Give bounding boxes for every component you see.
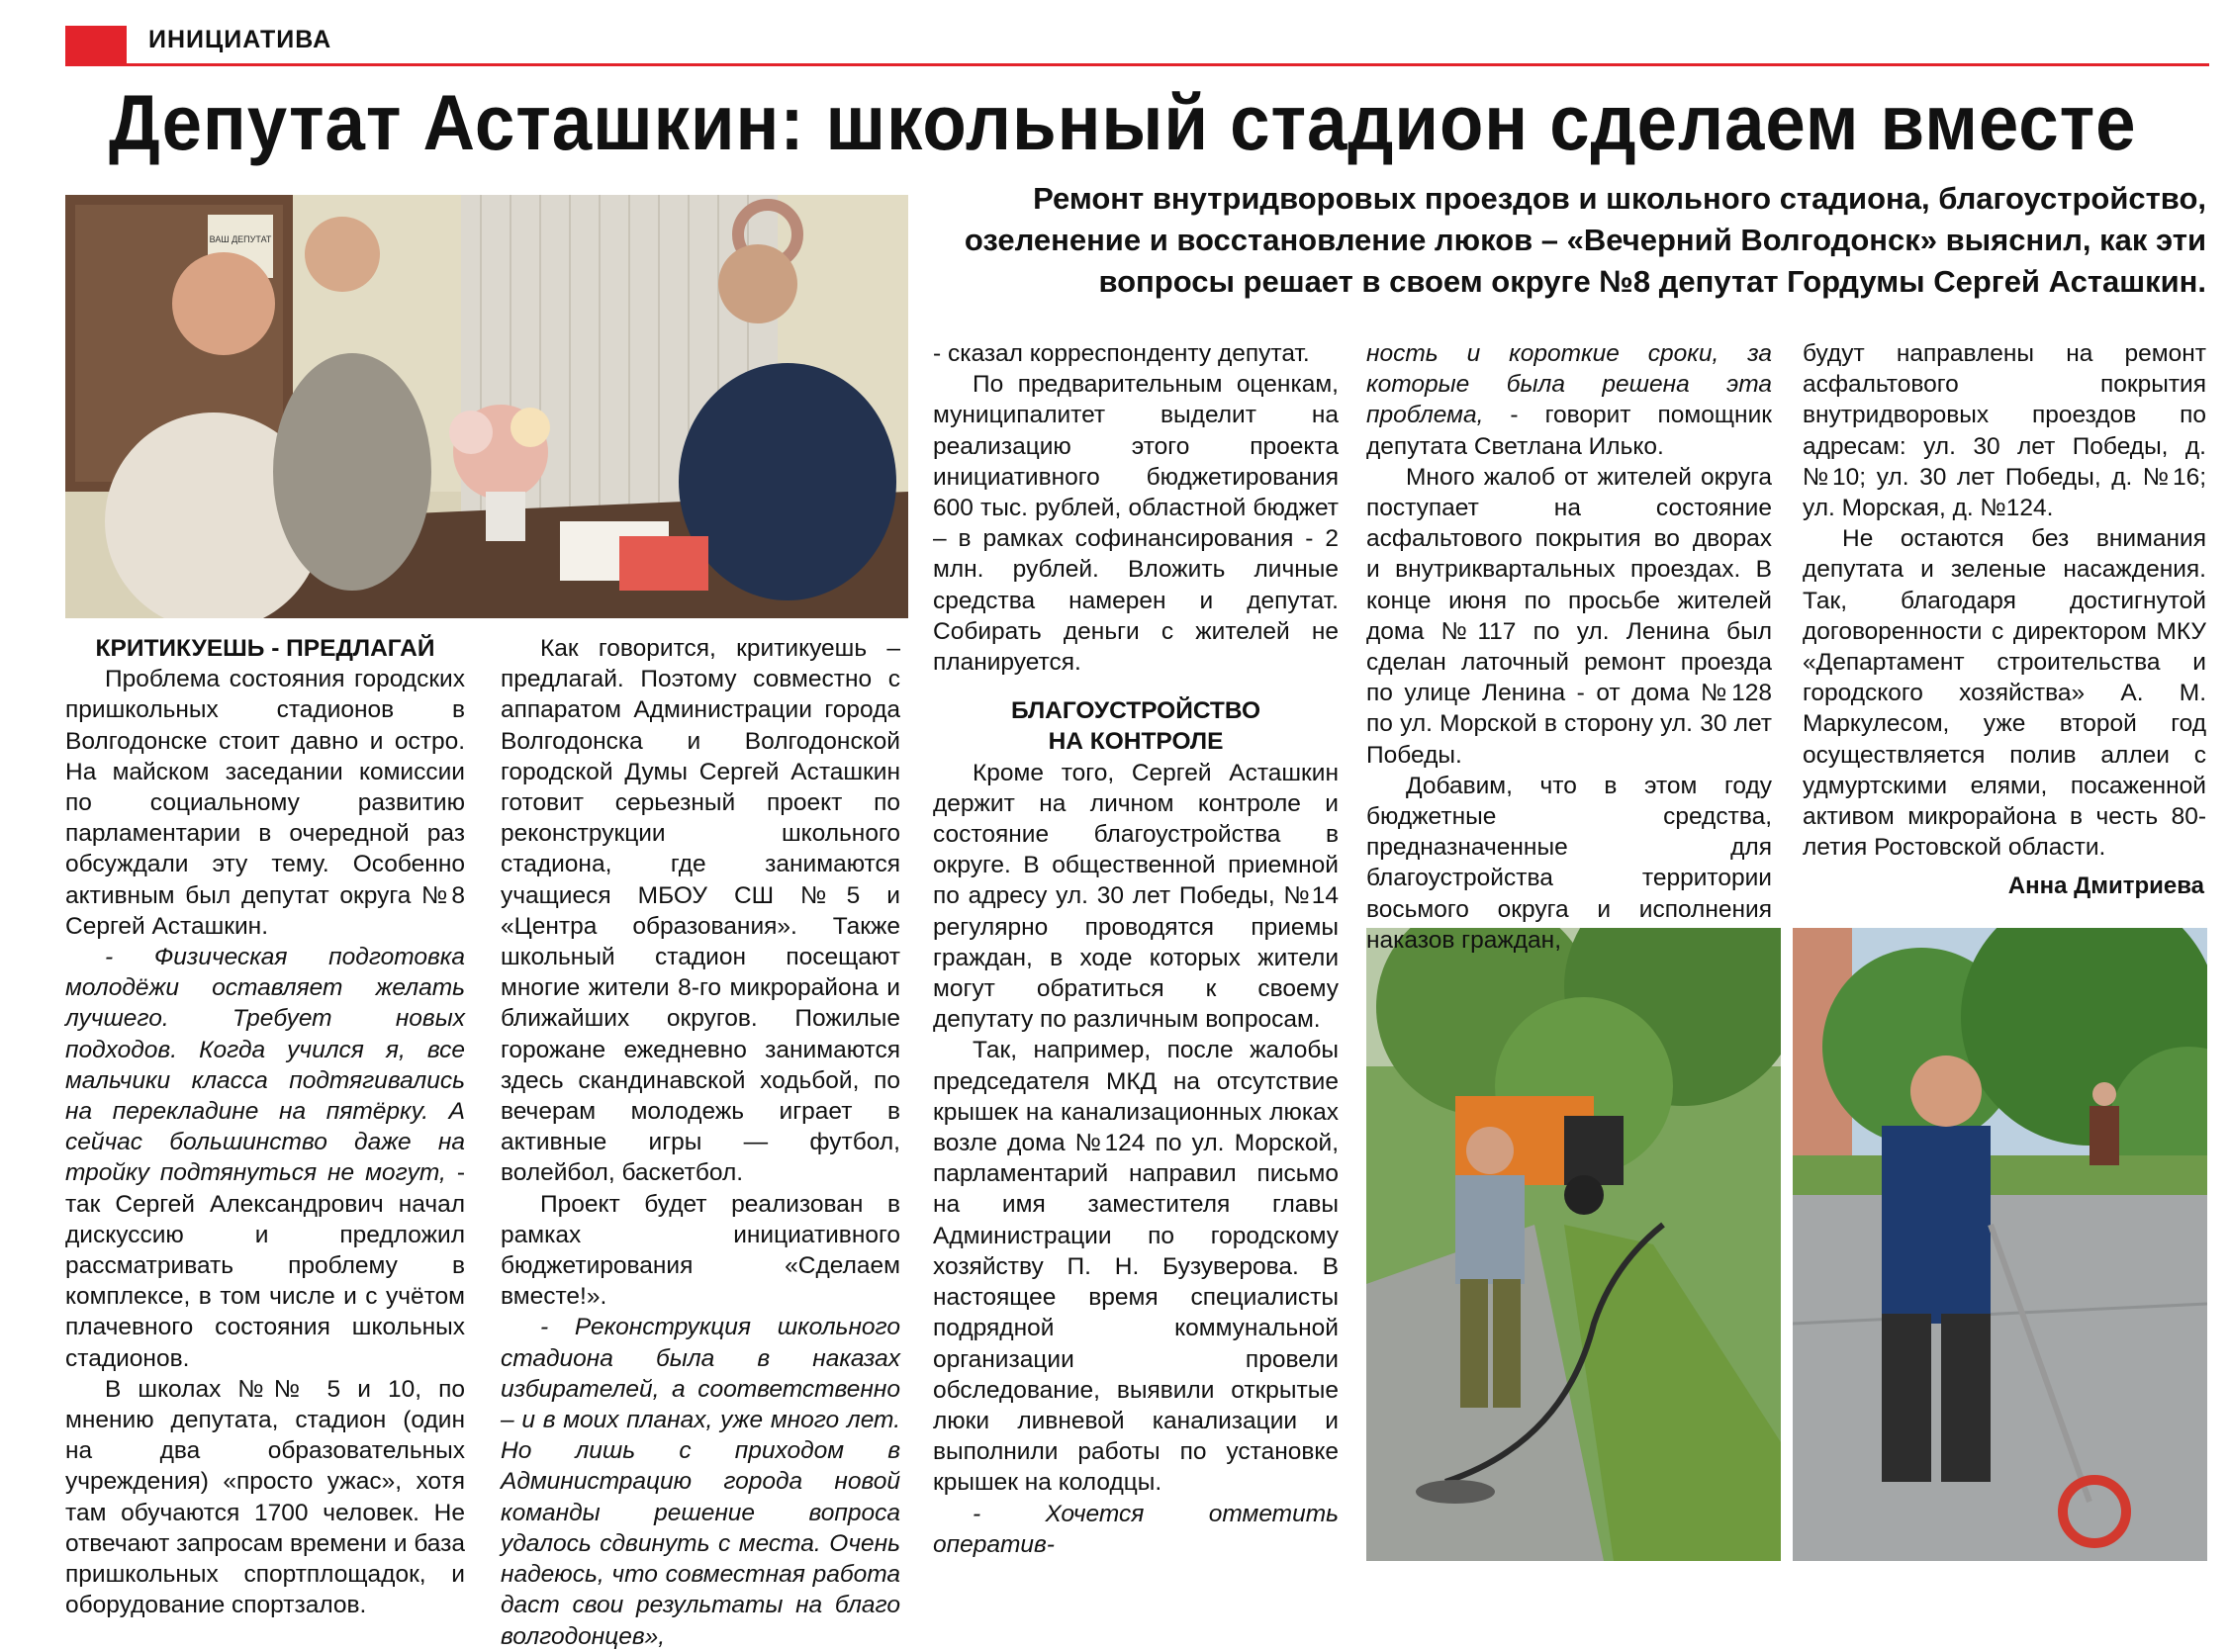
sewer-lids-photo [1366, 928, 1781, 1561]
sewer-lids-photo-image [1366, 928, 1781, 1561]
col3-quote: - Хочется отметить оператив- [933, 1500, 1339, 1558]
meeting-photo-image [65, 195, 908, 618]
col2-quote: - Реконструкция школьного стадиона была в наказах избирателей, а соответственно – и в моих планах, уже много лет. Но лишь с приходом в Администрацию города новой команды решение вопроса удалось сдвинуть с места. Очень надеюсь, что совместная работа даст свои результаты на благо волгодонцев», [501, 1314, 900, 1650]
stadium-measuring-photo-image [1793, 928, 2207, 1561]
col3-paragraph-0: - сказал корреспонденту депутат. [933, 340, 1310, 367]
article-column-1 [65, 633, 465, 1621]
stadium-measuring-photo [1793, 928, 2207, 1561]
article-headline: Депутат Асташкин: школьный стадион сделаем вместе [109, 78, 2137, 166]
author-byline: Анна Дмитриева [2007, 872, 2204, 899]
rubric-label: ИНИЦИАТИВА [148, 26, 332, 53]
article-column-4 [1366, 338, 1772, 956]
col3-paragraph-1: По предварительным оценкам, муниципалитет выделит на реализацию этого проекта инициативного бюджетирования 600 тыс. рублей, областной бюджет – в рамках софинансирования - 2 млн. рублей. Вложить личные средства намерен и депутат. Собирать деньги с жителей не планируется. [933, 371, 1339, 677]
rubric-rule [65, 63, 2209, 66]
meeting-photo [65, 195, 908, 618]
col2-paragraph-2: Проект будет реализован в рамках инициативного бюджетирования «Сделаем вместе!». [501, 1190, 900, 1311]
col3-paragraph-2: Кроме того, Сергей Асташкин держит на личном контроле и состояние благоустройства в округе. В общественной приемной по адресу ул. 30 лет Победы, №14 регулярно проводятся приемы граждан, в ходе которых жители могут обратиться к своему депутату по различным вопросам. [933, 759, 1339, 1034]
col4-quote-attribution: - говорит помощник депутата Светлана Илько. [1366, 402, 1772, 460]
col4-paragraph-1: Много жалоб от жителей округа поступает на состояние асфальтового покрытия во дворах и внутриквартальных проездах. В конце июня по просьбе жителей дома №117 по ул. Ленина был сделан латочный ремонт проезда по улице Ленина - от дома №128 по ул. Морской в сторону ул. 30 лет Победы. [1366, 463, 1772, 769]
col1-paragraph-2 [65, 942, 465, 1374]
col1-quote: - Физическая подготовка молодёжи оставляет желать лучшего. Требует новых подходов. Когда учился я, все мальчики класса подтягивались на перекладине на пятёрку. А сейчас большинство даже на тройку подтянуться не могут, [65, 944, 465, 1187]
col4-quote: ность и короткие сроки, за которые была решена эта проблема, [1366, 340, 1772, 429]
col1-quote-attribution: - так Сергей Александрович начал дискуссию и предложил рассматривать проблему в комплексе, в том числе и с учётом плачевного состояния школьных стадионов. [65, 1159, 465, 1372]
article-column-3 [933, 338, 1339, 1560]
col5-paragraph-0: будут направлены на ремонт асфальтового покрытия внутридворовых проездов по адресам: ул. 30 лет Победы, д. №10; ул. 30 лет Победы, д. №16; ул. Морская, д. №124. [1803, 340, 2206, 522]
col4-paragraph-2: Добавим, что в этом году бюджетные средства, предназначенные для благоустройства территории восьмого округа и исполнения наказов граждан, [1366, 772, 1772, 954]
article-column-5 [1803, 338, 2206, 863]
col1-paragraph-1: Проблема состояния городских пришкольных стадионов в Волгодонске стоит давно и остро. На майском заседании комиссии по социальному развитию парламентарии в очередной раз обсуждали эту тему. Особенно активным был депутат округа №8 Сергей Асташкин. [65, 666, 465, 940]
door-sign-text: ВАШ ДЕПУТАТ [209, 234, 272, 244]
col5-paragraph-1: Не остаются без внимания депутата и зеленые насаждения. Так, благодаря достигнутой договоренности с директором МКУ «Департамент строительства и городского хозяйства» А. М. Маркулесом, уже второй год осуществляется полив аллеи с удмуртскими елями, посаженной активом микрорайона в честь 80-летия Ростовской области. [1803, 525, 2206, 862]
rubric-marker [65, 26, 127, 65]
col3-paragraph-3: Так, например, после жалобы председателя МКД на отсутствие крышек на канализационных люках возле дома №124 по ул. Морской, парламентарий направил письмо на имя заместителя главы Администрации по городскому хозяйству П. Н. Бузуверова. В настоящее время специалисты подрядной коммунальной организации провели обследование, выявили открытые люки ливневой канализации и выполнили работы по установке крышек на колодцы. [933, 1037, 1339, 1497]
col1-paragraph-3: В школах №№ 5 и 10, по мнению депутата, стадион (один на два образовательных учреждения) «просто ужас», хотя там обучаются 1700 человек. Не отвечают запросам времени и база пришкольных спортплощадок, и оборудование спортзалов. [65, 1375, 465, 1619]
col4-paragraph-0 [1366, 338, 1772, 462]
subhead-criticize: КРИТИКУЕШЬ - ПРЕДЛАГАЙ [95, 635, 435, 662]
col2-paragraph-1: Как говорится, критикуешь – предлагай. Поэтому совместно с аппаратом Администрации города Волгодонска и Волгодонской городской Думы Сергей Асташкин готовит серьезный проект по реконструкции школьного стадиона, где занимаются учащиеся МБОУ СШ №5 и «Центра образования». Также школьный стадион посещают многие жители 8-го микрорайона и ближайших округов. Пожилые горожане ежедневно занимаются здесь скандинавской ходьбой, по вечерам молодежь играет в активные игры — футбол, волейбол, баскетбол. [501, 635, 900, 1187]
subhead-improvement: БЛАГОУСТРОЙСТВО НА КОНТРОЛЕ [1010, 697, 1261, 756]
article-lead: Ремонт внутридворовых проездов и школьного стадиона, благоустройство, озеленение и восстановление люков – «Вечерний Волгодонск» выяснил, как эти вопросы решает в своем округе №8 депутат Гордумы Сергей Асташкин. [964, 181, 2206, 299]
article-column-2 [501, 633, 900, 1652]
